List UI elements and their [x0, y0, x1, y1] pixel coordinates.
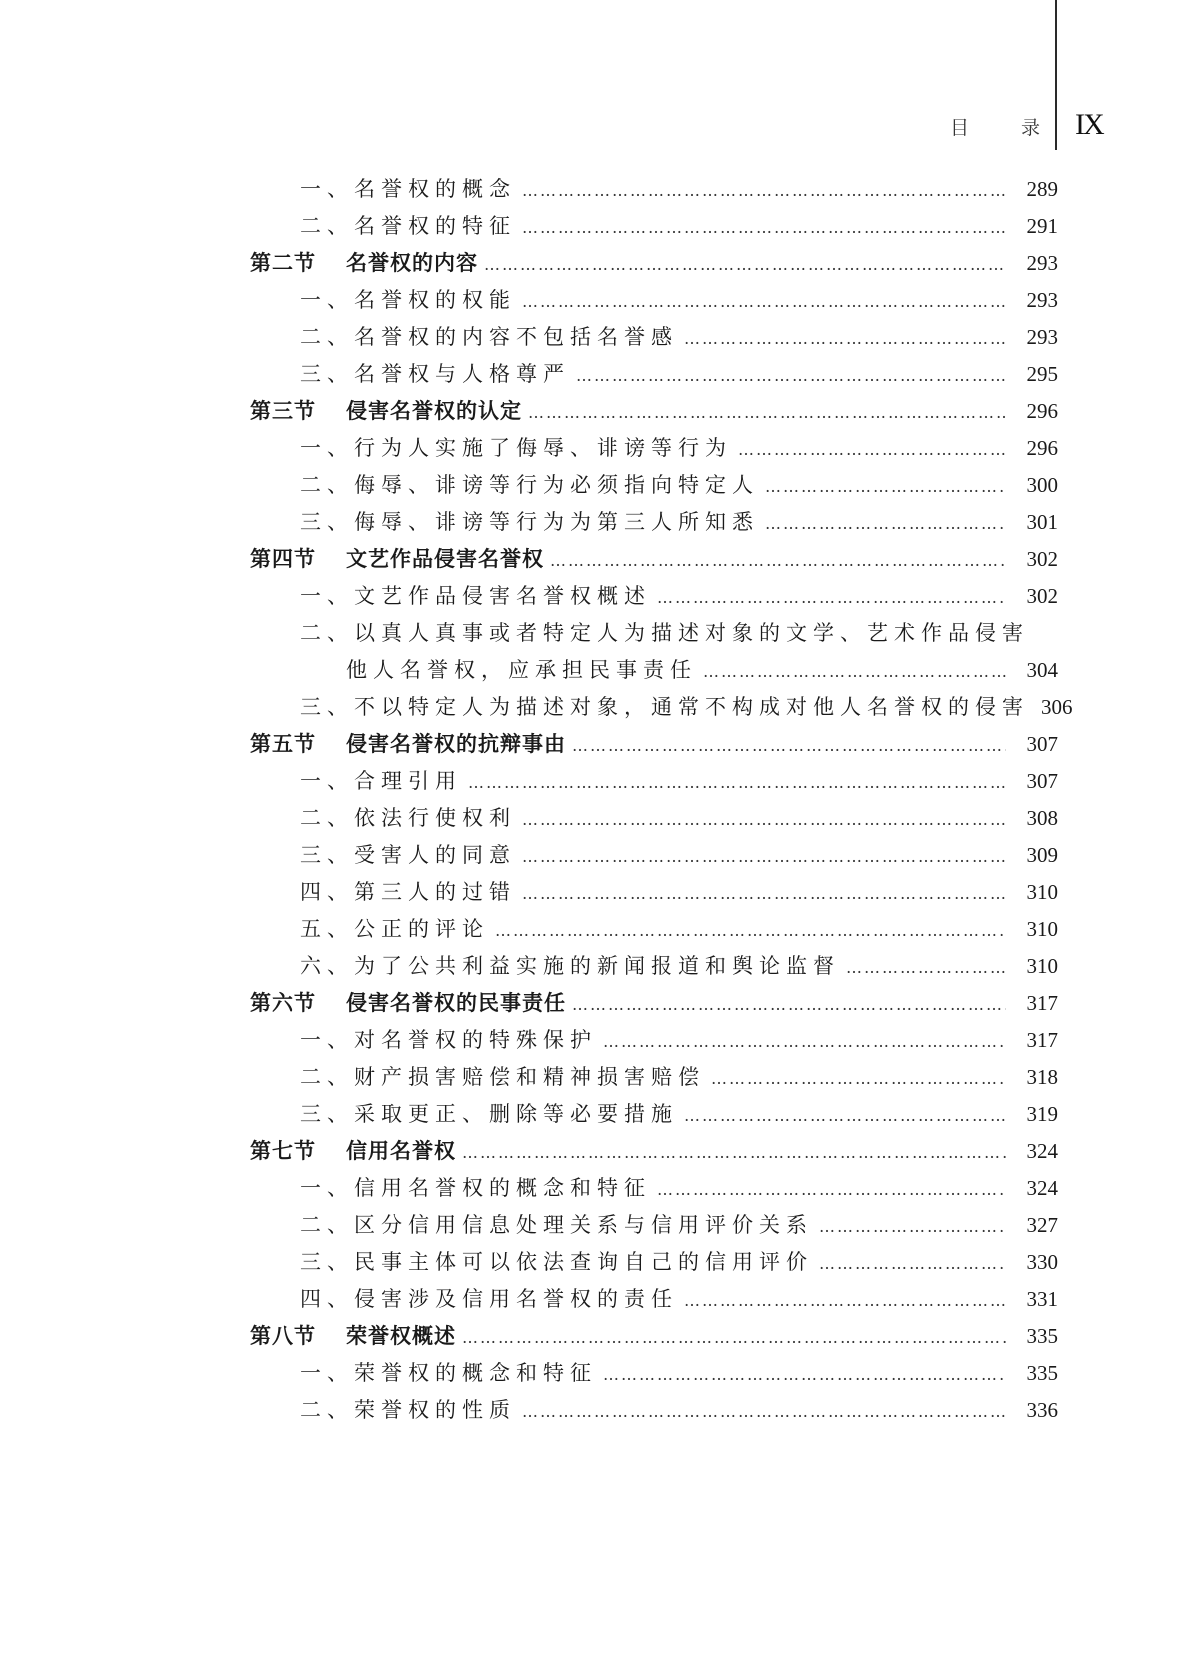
- dot-leader: [522, 884, 1006, 903]
- toc-item[interactable]: [300, 1209, 1058, 1245]
- toc-item-title: 三、民事主体可以依法查询自己的信用评价: [300, 1250, 813, 1274]
- section-title: 文艺作品侵害名誉权: [346, 546, 544, 571]
- section-label: 第七节: [250, 1138, 316, 1163]
- toc-item-page: 335: [1026, 1361, 1058, 1385]
- dot-leader: [522, 218, 1006, 237]
- header-title-left: 目: [950, 117, 970, 139]
- toc-item-title: 一、文艺作品侵害名誉权概述: [300, 584, 651, 608]
- toc-item-page: 319: [1026, 1102, 1058, 1126]
- toc-item-title: 三、侮辱、诽谤等行为为第三人所知悉: [300, 510, 759, 534]
- toc-section[interactable]: [250, 1320, 1058, 1356]
- toc-item-title: 二、财产损害赔偿和精神损害赔偿: [300, 1065, 705, 1089]
- dot-leader: [819, 1254, 1006, 1273]
- toc-item[interactable]: [300, 1024, 1058, 1060]
- dot-leader: [462, 1143, 1006, 1162]
- toc-item[interactable]: [300, 321, 1058, 357]
- toc-item-first-line[interactable]: [300, 617, 1058, 653]
- toc-item[interactable]: [300, 839, 1058, 875]
- dot-leader: [522, 847, 1006, 866]
- toc-item[interactable]: [300, 1357, 1058, 1393]
- toc-item[interactable]: [300, 1394, 1058, 1430]
- margin-rule: [1055, 0, 1057, 150]
- section-page: 324: [1026, 1139, 1058, 1163]
- section-title: 侵害名誉权的认定: [346, 398, 522, 423]
- toc-item-continuation[interactable]: [346, 654, 1058, 690]
- toc-item[interactable]: [300, 1172, 1058, 1208]
- toc-item-title: 一、对名誉权的特殊保护: [300, 1028, 597, 1052]
- section-page: 307: [1026, 732, 1058, 756]
- toc-item-page: 331: [1026, 1287, 1058, 1311]
- dot-leader: [462, 1328, 1006, 1347]
- dot-leader: [684, 329, 1006, 348]
- toc-item-page: 327: [1026, 1213, 1058, 1237]
- toc-item[interactable]: [300, 284, 1058, 320]
- dot-leader: [484, 255, 1006, 274]
- dot-leader: [603, 1032, 1006, 1051]
- toc-item-page: 308: [1026, 806, 1058, 830]
- section-title: 侵害名誉权的民事责任: [346, 990, 566, 1015]
- toc-item-title: 三、受害人的同意: [300, 843, 516, 867]
- toc-section[interactable]: [250, 395, 1058, 431]
- header-title-right: 录: [1020, 117, 1040, 139]
- toc-item-title: 一、行为人实施了侮辱、诽谤等行为: [300, 436, 732, 460]
- section-title: 荣誉权概述: [346, 1323, 456, 1348]
- toc-item-title: 四、侵害涉及信用名誉权的责任: [300, 1287, 678, 1311]
- toc-item-page: 304: [1026, 658, 1058, 682]
- dot-leader: [846, 958, 1006, 977]
- dot-leader: [765, 477, 1006, 496]
- section-title: 名誉权的内容: [346, 250, 478, 275]
- toc-item[interactable]: [300, 913, 1058, 949]
- dot-leader: [765, 514, 1006, 533]
- toc-item-title: 二、依法行使权利: [300, 806, 516, 830]
- toc-item-title: 三、不以特定人为描述对象，通常不构成对他人名誉权的侵害: [300, 695, 1029, 719]
- toc-item[interactable]: [300, 469, 1058, 505]
- toc-item-page: 324: [1026, 1176, 1058, 1200]
- toc-item-page: 307: [1026, 769, 1058, 793]
- dot-leader: [711, 1069, 1006, 1088]
- dot-leader: [684, 1291, 1006, 1310]
- toc-item-page: 289: [1026, 177, 1058, 201]
- toc-item-page: 310: [1026, 917, 1058, 941]
- toc-item-page: 302: [1026, 584, 1058, 608]
- toc-item[interactable]: [300, 580, 1058, 616]
- page-number: IX: [1075, 108, 1103, 141]
- toc-item-page: 317: [1026, 1028, 1058, 1052]
- toc-item-page: 309: [1026, 843, 1058, 867]
- dot-leader: [572, 995, 1006, 1014]
- toc-section[interactable]: [250, 247, 1058, 283]
- toc-item[interactable]: [300, 950, 1058, 986]
- toc-item-page: 306: [1041, 695, 1073, 719]
- dot-leader: [576, 366, 1006, 385]
- toc-item-title: 一、名誉权的概念: [300, 177, 516, 201]
- dot-leader: [819, 1217, 1006, 1236]
- dot-leader: [703, 662, 1006, 681]
- toc-item-title: 二、区分信用信息处理关系与信用评价关系: [300, 1213, 813, 1237]
- dot-leader: [738, 440, 1006, 459]
- toc-item-title: 五、公正的评论: [300, 917, 489, 941]
- toc-item[interactable]: [300, 358, 1058, 394]
- dot-leader: [522, 292, 1006, 311]
- toc-item-page: 301: [1026, 510, 1058, 534]
- dot-leader: [522, 810, 1006, 829]
- section-page: 317: [1026, 991, 1058, 1015]
- toc-item-title: 他人名誉权，应承担民事责任: [346, 658, 697, 682]
- section-label: 第六节: [250, 990, 316, 1015]
- toc-item[interactable]: [300, 802, 1058, 838]
- dot-leader: [550, 551, 1006, 570]
- toc-section[interactable]: [250, 728, 1058, 764]
- section-page: 293: [1026, 251, 1058, 275]
- toc-item-page: 293: [1026, 325, 1058, 349]
- dot-leader: [684, 1106, 1006, 1125]
- toc-item[interactable]: [300, 876, 1058, 912]
- toc-item-title: 一、名誉权的权能: [300, 288, 516, 312]
- toc-item[interactable]: [300, 1061, 1058, 1097]
- toc-item[interactable]: [300, 1283, 1058, 1319]
- dot-leader: [603, 1365, 1006, 1384]
- toc-item-page: 310: [1026, 954, 1058, 978]
- toc-item-title: 六、为了公共利益实施的新闻报道和舆论监督: [300, 954, 840, 978]
- toc-item-title: 二、以真人真事或者特定人为描述对象的文学、艺术作品侵害: [300, 621, 1029, 645]
- section-page: 302: [1026, 547, 1058, 571]
- toc-item[interactable]: [300, 173, 1058, 209]
- dot-leader: [522, 181, 1006, 200]
- toc-item[interactable]: [300, 506, 1058, 542]
- section-title: 信用名誉权: [346, 1138, 456, 1163]
- toc-section[interactable]: [250, 987, 1058, 1023]
- dot-leader: [572, 736, 1006, 755]
- section-page: 335: [1026, 1324, 1058, 1348]
- toc-item-title: 二、名誉权的特征: [300, 214, 516, 238]
- running-header: [950, 113, 1040, 140]
- toc-item-title: 一、信用名誉权的概念和特征: [300, 1176, 651, 1200]
- toc-item-page: 295: [1026, 362, 1058, 386]
- toc-item-page: 336: [1026, 1398, 1058, 1422]
- toc-item-title: 三、采取更正、删除等必要措施: [300, 1102, 678, 1126]
- section-label: 第五节: [250, 731, 316, 756]
- toc-item-page: 296: [1026, 436, 1058, 460]
- toc-item[interactable]: [300, 432, 1058, 468]
- dot-leader: [528, 403, 1006, 422]
- section-label: 第四节: [250, 546, 316, 571]
- toc-item[interactable]: [300, 691, 1073, 727]
- toc-item-title: 三、名誉权与人格尊严: [300, 362, 570, 386]
- dot-leader: [657, 588, 1006, 607]
- toc-item-page: 291: [1026, 214, 1058, 238]
- toc-item[interactable]: [300, 210, 1058, 246]
- toc-item-title: 二、侮辱、诽谤等行为必须指向特定人: [300, 473, 759, 497]
- toc-item-page: 310: [1026, 880, 1058, 904]
- toc-item-page: 330: [1026, 1250, 1058, 1274]
- dot-leader: [657, 1180, 1006, 1199]
- toc-item-title: 二、荣誉权的性质: [300, 1398, 516, 1422]
- toc-item[interactable]: [300, 1246, 1058, 1282]
- section-label: 第二节: [250, 250, 316, 275]
- toc-item-title: 二、名誉权的内容不包括名誉感: [300, 325, 678, 349]
- toc-section[interactable]: [250, 1135, 1058, 1171]
- toc-item-page: 318: [1026, 1065, 1058, 1089]
- dot-leader: [468, 773, 1006, 792]
- dot-leader: [495, 921, 1006, 940]
- toc-item[interactable]: [300, 765, 1058, 801]
- toc-section[interactable]: [250, 543, 1058, 579]
- toc-item-title: 一、合理引用: [300, 769, 462, 793]
- toc-item-page: 293: [1026, 288, 1058, 312]
- section-title: 侵害名誉权的抗辩事由: [346, 731, 566, 756]
- dot-leader: [522, 1402, 1006, 1421]
- toc-item-title: 四、第三人的过错: [300, 880, 516, 904]
- section-label: 第三节: [250, 398, 316, 423]
- toc-item-page: 300: [1026, 473, 1058, 497]
- section-label: 第八节: [250, 1323, 316, 1348]
- toc-item-title: 一、荣誉权的概念和特征: [300, 1361, 597, 1385]
- toc-item[interactable]: [300, 1098, 1058, 1134]
- section-page: 296: [1026, 399, 1058, 423]
